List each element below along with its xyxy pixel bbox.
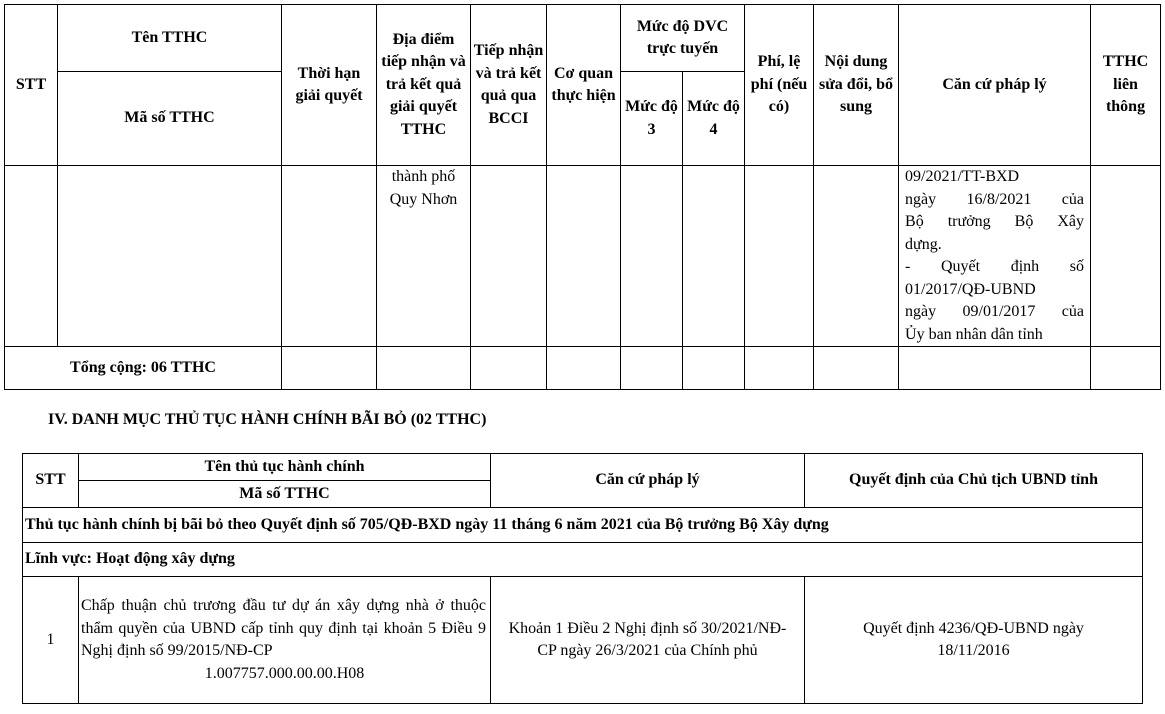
row-can-cu: Khoản 1 Điều 2 Nghị định số 30/2021/NĐ-CP ngày 26/3/2021 của Chính phủ [491,577,805,704]
table-row [23,577,1143,704]
header-thoi-han: Thời hạn giải quyết [282,5,377,166]
row-quyet-dinh: Quyết định 4236/QĐ-UBND ngày 18/11/2016 [805,577,1143,704]
header-can-cu: Căn cứ pháp lý [491,454,805,508]
procedure-code: 1.007757.000.00.00.H08 [204,664,365,682]
can-cu-line: Ủy ban nhân dân tỉnh [905,325,1043,343]
total-cell [745,347,814,390]
header-co-quan: Cơ quan thực hiện [547,5,621,166]
can-cu-line: 09/2021/TT-BXD [905,168,1020,185]
total-cell [899,347,1091,390]
cell-phi [745,166,814,347]
header-tiep-nhan-bcci: Tiếp nhận và trả kết quả qua BCCI [471,5,547,166]
header-can-cu: Căn cứ pháp lý [899,5,1091,166]
cell-bcci [471,166,547,347]
header-muc-do-3: Mức độ 3 [621,72,683,166]
header-dia-diem: Địa điểm tiếp nhận và trả kết quả giải quyết TTHC [377,5,471,166]
can-cu-line: ngày 16/8/2021 của [905,190,1085,208]
total-row-label: Tổng cộng: 06 TTHC [5,347,282,390]
total-cell [814,347,899,390]
header-ma-so: Mã số TTHC [58,72,282,166]
total-cell [377,347,471,390]
section-heading: IV. DANH MỤC THỦ TỤC HÀNH CHÍNH BÃI BỎ (02 TTHC) [48,411,487,428]
can-cu-line: - Quyết định số [905,258,1085,275]
header-noi-dung: Nội dung sửa đổi, bổ sung [814,5,899,166]
total-cell [282,347,377,390]
abolished-procedures-table [22,453,1143,704]
can-cu-line: ngày 09/01/2017 của [905,303,1085,320]
cell-ten [58,166,282,347]
cell-muc-do-3 [621,166,683,347]
header-ten-thu-tuc: Tên thủ tục hành chính [79,454,491,481]
header-stt: STT [23,454,79,508]
header-lien-thong: TTHC liên thông [1091,5,1161,166]
cell-can-cu [899,166,1091,347]
cell-dia-diem: thành phố Quy Nhơn [377,166,471,347]
procedures-table [4,4,1161,390]
header-phi-le-phi: Phí, lệ phí (nếu có) [745,5,814,166]
cell-thoi-han [282,166,377,347]
procedure-name: Chấp thuận chủ trương đầu tư dự án xây dựng nhà ở thuộc thẩm quyền của UBND cấp tỉnh quy định tại khoản 5 Điều 9 Nghị định số 99/2015/NĐ-CP [81,597,486,659]
header-ma-so: Mã số TTHC [79,481,491,508]
field-row: Lĩnh vực: Hoạt động xây dựng [23,543,1143,577]
cell-stt [5,166,58,347]
cell-co-quan [547,166,621,347]
cell-lien-thong [1091,166,1161,347]
total-cell [471,347,547,390]
cell-noi-dung [814,166,899,347]
total-cell [683,347,745,390]
can-cu-line: dựng. [905,235,942,253]
header-muc-do-4: Mức độ 4 [683,72,745,166]
row-ten [79,577,491,704]
total-cell [1091,347,1161,390]
can-cu-line: 01/2017/QĐ-UBND [905,280,1036,298]
cell-muc-do-4 [683,166,745,347]
row-stt: 1 [23,577,79,704]
header-muc-do: Mức độ DVC trực tuyến [621,5,745,72]
total-cell [547,347,621,390]
group-title: Thủ tục hành chính bị bãi bỏ theo Quyết định số 705/QĐ-BXD ngày 11 tháng 6 năm 2021 của Bộ trưởng Bộ Xây dựng [23,508,1143,543]
can-cu-line: Bộ trưởng Bộ Xây [905,213,1085,230]
header-quyet-dinh: Quyết định của Chủ tịch UBND tỉnh [805,454,1143,508]
total-cell [621,347,683,390]
header-ten-tthc: Tên TTHC [58,5,282,72]
header-stt: STT [5,5,58,166]
